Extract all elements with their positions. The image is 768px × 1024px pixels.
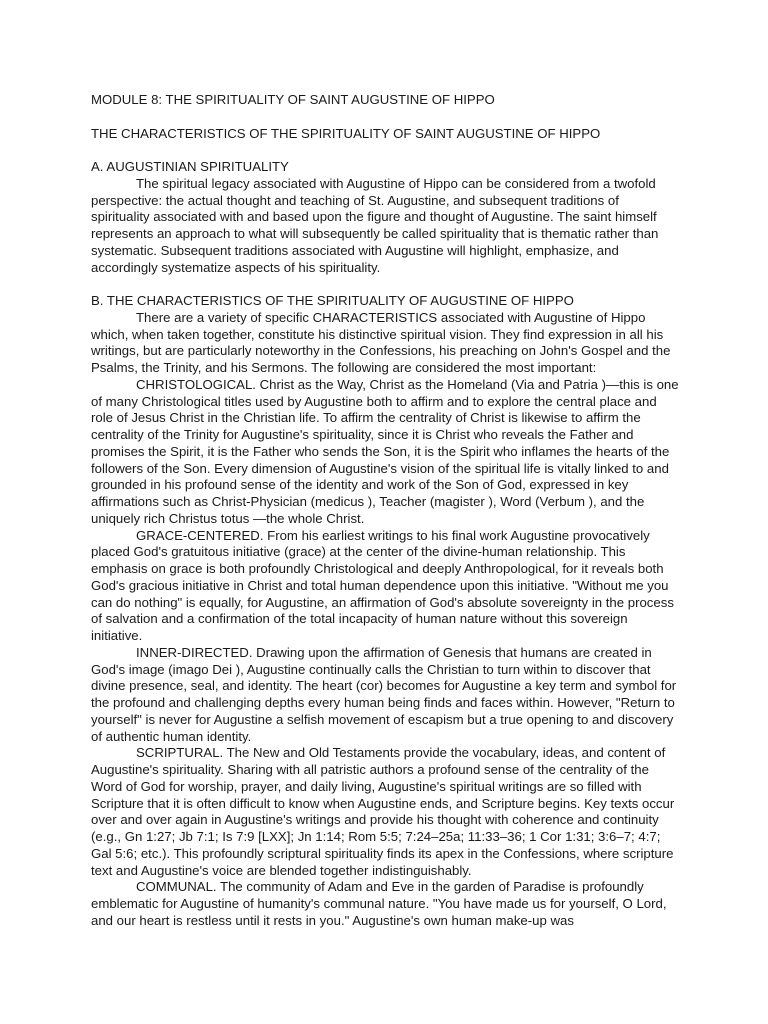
grace-centered-paragraph: GRACE-CENTERED. From his earliest writings to his final work Augustine provocatively placed God's gratuitous initiative (grace) at the center of the divine-human relationship. This emphasis on grace is both profoundly Christological and deeply Anthropological, for it reveals both God's gracious initiative in Christ and total human dependence upon this initiative. "Without me you can do nothing" is equally, for Augustine, an affirmation of God's absolute sovereignty in the process of salvation and a confirmation of the total incapacity of human nature without this sovereign initiative. xyxy=(91,527,674,643)
christological-paragraph: CHRISTOLOGICAL. Christ as the Way, Christ as the Homeland (Via and Patria )—this is one of many Christological titles used by Augustine both to affirm and to explore the central place and role of Jesus Christ in the Christian life. To affirm the centrality of Christ is likewise to affirm the centrality of the Trinity for Augustine's spirituality, since it is Christ who reveals the Father and promises the Spirit, it is the Father who sends the Son, it is the Spirit who inflames the hearts of the followers of the Son. Every dimension of Augustine's vision of the spiritual life is vitally linked to and grounded in his profound sense of the identity and work of the Son of God, expressed in key affirmations such as Christ-Physician (medicus ), Teacher (magister ), Word (Verbum ), and the uniquely rich Christus totus —the whole Christ. xyxy=(91,376,679,526)
spacer xyxy=(91,109,681,126)
section-a-paragraph: The spiritual legacy associated with Augustine of Hippo can be considered from a twofold perspective: the actual thought and teaching of St. Augustine, and subsequent traditions of spirituality associated with and based upon the figure and thought of Augustine. The saint himself represents an approach to what will subsequently be called spirituality that is thematic rather than systematic. Subsequent traditions associated with Augustine will highlight, emphasize, and accordingly systematize aspects of his spirituality. xyxy=(91,175,659,275)
inner-directed-paragraph: INNER-DIRECTED. Drawing upon the affirmation of Genesis that humans are created in God's image (imago Dei ), Augustine continually calls the Christian to turn within to discover that divine presence, seal, and identity. The heart (cor) becomes for Augustine a key term and symbol for the profound and challenging depths every human being finds and faces within. However, "Return to yourself" is never for Augustine a selfish movement of escapism but a true opening to and discovery of authentic human identity. xyxy=(91,644,677,744)
communal-paragraph: COMMUNAL. The community of Adam and Eve in the garden of Paradise is profoundly emblematic for Augustine of humanity's communal nature. "You have made us for yourself, O Lord, and our heart is restless until it rests in you." Augustine's own human make-up was xyxy=(91,879,667,928)
scriptural-paragraph: SCRIPTURAL. The New and Old Testaments provide the vocabulary, ideas, and content of Augustine's spirituality. Sharing with all patristic authors a profound sense of the centrality of the Word of God for worship, prayer, and daily living, Augustine's spiritual writings are so filled with Scripture that it is often difficult to know when Augustine ends, and Scripture begins. Key texts occur over and over again in Augustine's writings and provide his thought with coherence and continuity (e.g., Gn 1:27; Jb 7:1; Is 7:9 [LXX]; Jn 1:14; Rom 5:5; 7:24–25a; 11:33–36; 1 Cor 1:31; 3:6–7; 4:7; Gal 5:6; etc.). This profoundly scriptural spirituality finds its apex in the Confessions, where scripture text and Augustine's voice are blended together indistinguishably. xyxy=(91,745,675,878)
section-b-heading: B. THE CHARACTERISTICS OF THE SPIRITUALITY OF AUGUSTINE OF HIPPO xyxy=(91,293,574,308)
spacer xyxy=(91,142,681,159)
module-title: MODULE 8: THE SPIRITUALITY OF SAINT AUGUSTINE OF HIPPO xyxy=(91,92,495,107)
document-body xyxy=(91,92,681,930)
spacer xyxy=(91,276,681,293)
section-a-heading: A. AUGUSTINIAN SPIRITUALITY xyxy=(91,159,289,174)
section-b-intro-paragraph: There are a variety of specific CHARACTERISTICS associated with Augustine of Hippo which, when taken together, constitute his distinctive spiritual vision. They find expression in all his writings, but are particularly noteworthy in the Confessions, his preaching on John's Gospel and the Psalms, the Trinity, and his Sermons. The following are considered the most important: xyxy=(91,309,671,375)
document-subtitle: THE CHARACTERISTICS OF THE SPIRITUALITY OF SAINT AUGUSTINE OF HIPPO xyxy=(91,125,601,141)
